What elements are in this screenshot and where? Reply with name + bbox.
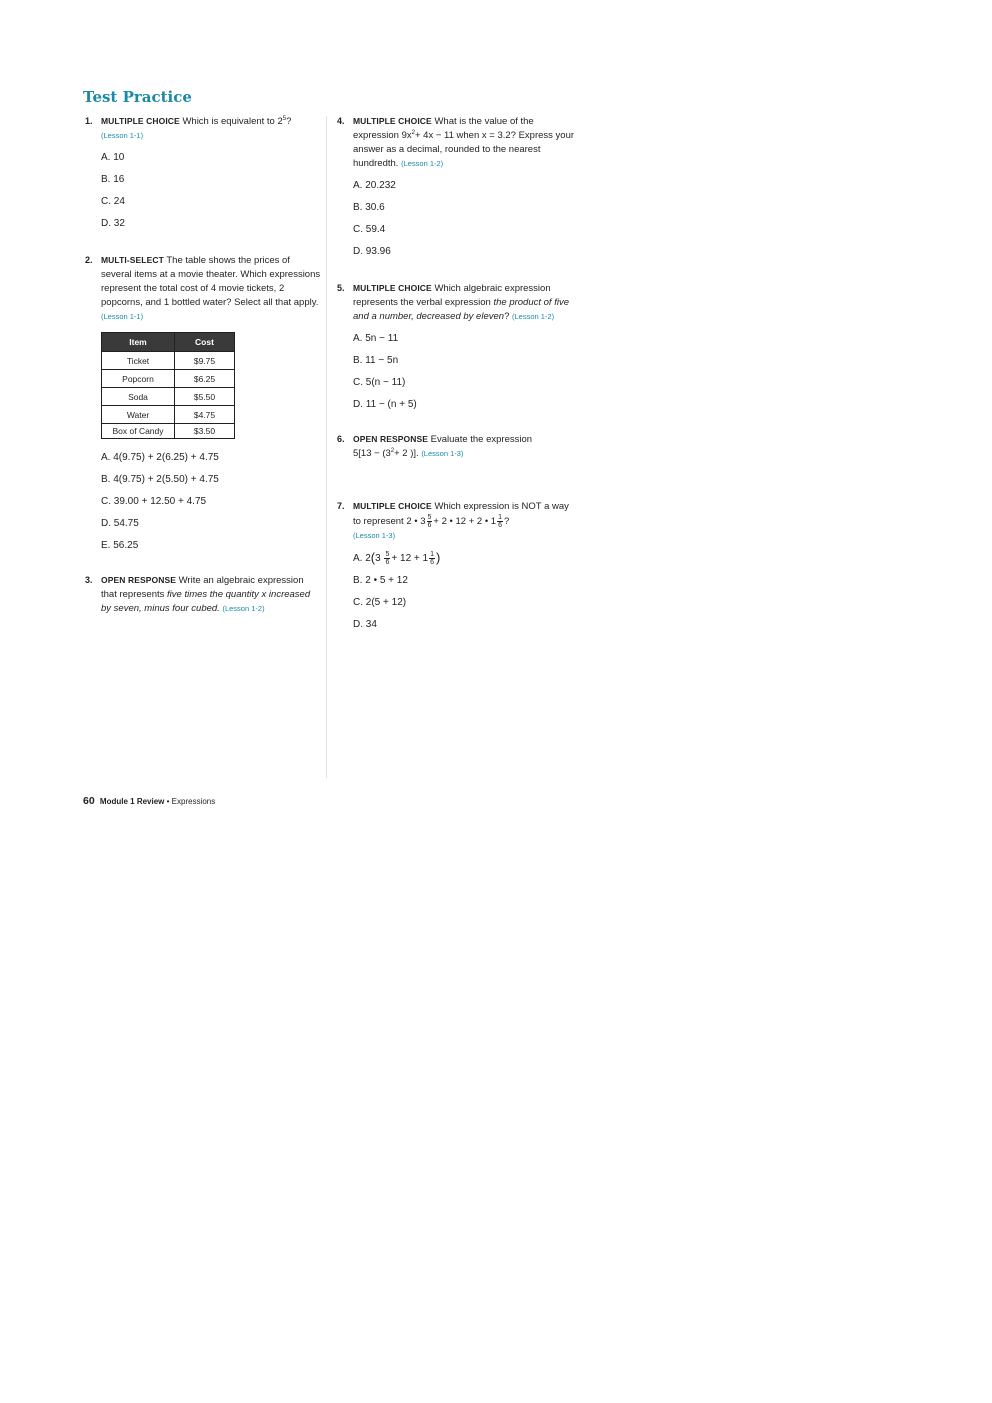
choice[interactable]: B. 16 xyxy=(101,174,125,185)
table-cell: $9.75 xyxy=(175,352,235,370)
table-row xyxy=(102,406,235,424)
question-type: OPEN RESPONSE xyxy=(353,434,428,444)
table-cell: $5.50 xyxy=(175,388,235,406)
table-row xyxy=(102,388,235,406)
question-number: 4. xyxy=(337,116,345,126)
choice[interactable]: A. 10 xyxy=(101,152,125,163)
question-stem-italic: the product of five and a number, decreased by eleven xyxy=(353,297,569,322)
choice[interactable]: B. 11 − 5n xyxy=(353,355,399,366)
question-number: 3. xyxy=(85,575,93,585)
expression-rest: + 2 )]. xyxy=(394,448,419,459)
table-header: Item xyxy=(102,333,175,352)
choice[interactable]: C. 5(n − 11) xyxy=(353,377,406,388)
choice[interactable]: E. 56.25 xyxy=(101,540,139,551)
choice[interactable]: D. 93.96 xyxy=(353,246,391,257)
exponent: 2 xyxy=(411,129,415,136)
question-stem: The table shows the prices of several items at a movie theater. Which expressions represent the total cost of 4 movie tickets, 2 popcorns, and 1 bottled water? Select all that apply. xyxy=(101,255,321,308)
section-name: Expressions xyxy=(171,797,216,806)
table-header: Cost xyxy=(175,333,235,352)
page-footer xyxy=(83,795,215,807)
table-cell: Soda xyxy=(102,388,175,406)
question-7 xyxy=(337,499,575,632)
question-stem: Which expression is NOT a way to represent 2 • 3 xyxy=(353,501,569,528)
question-stem-mid: + 2 • 12 + 2 • 1 xyxy=(433,516,497,528)
page-number: 60 xyxy=(83,795,95,807)
choice[interactable]: B. 2 • 5 + 12 xyxy=(353,575,408,587)
price-table xyxy=(101,332,235,439)
question-stem-italic: five times the quantity x increased by seven, minus four cubed. xyxy=(101,589,311,614)
choice[interactable]: C. 59.4 xyxy=(353,224,386,235)
table-cell: $4.75 xyxy=(175,406,235,424)
choice[interactable]: A. 2(3 $\frac{5}{6}$ + 12 + 1 $\frac{1}{6}$ ) xyxy=(353,550,441,567)
question-number: 5. xyxy=(337,283,345,293)
question-type: MULTIPLE CHOICE xyxy=(101,116,180,126)
fraction: $\frac{1}{6}$ xyxy=(498,514,502,529)
table-cell: Water xyxy=(102,406,175,424)
question-stem: Write an algebraic expression that represents xyxy=(101,575,304,600)
lesson-link[interactable]: (Lesson 1-3) xyxy=(353,531,396,541)
choice[interactable]: A. 4(9.75) + 2(6.25) + 4.75 xyxy=(101,452,219,463)
page-title: Test Practice xyxy=(83,88,192,106)
lesson-link[interactable]: (Lesson 1-1) xyxy=(101,131,144,140)
question-1 xyxy=(85,114,321,231)
fraction: $\frac{5}{6}$ xyxy=(427,514,432,529)
table-cell: $6.25 xyxy=(175,370,235,388)
question-type: MULTI-SELECT xyxy=(101,255,164,265)
expression: 5[13 − (3 xyxy=(353,448,391,459)
module-name: Module 1 Review xyxy=(99,797,165,806)
question-4 xyxy=(337,114,575,259)
exponent: 2 xyxy=(390,447,395,454)
right-column xyxy=(337,114,575,632)
table-row xyxy=(102,370,235,388)
question-3 xyxy=(85,573,321,616)
column-divider xyxy=(326,116,327,778)
choice[interactable]: C. 2(5 + 12) xyxy=(353,597,407,609)
lesson-link[interactable]: (Lesson 1-2) xyxy=(401,159,444,168)
choice[interactable]: B. 30.6 xyxy=(353,202,385,213)
lesson-link[interactable]: (Lesson 1-2) xyxy=(222,604,265,613)
question-type: MULTIPLE CHOICE xyxy=(353,116,432,126)
question-type: OPEN RESPONSE xyxy=(101,575,176,585)
table-row xyxy=(102,424,235,439)
choice[interactable]: D. 32 xyxy=(101,218,125,229)
choice[interactable]: A. 5n − 11 xyxy=(353,333,399,344)
exponent: 5 xyxy=(282,115,287,122)
question-5 xyxy=(337,281,575,412)
table-cell: $3.50 xyxy=(175,424,235,439)
table-cell: Popcorn xyxy=(102,370,175,388)
choice[interactable]: D. 54.75 xyxy=(101,518,139,529)
lesson-link[interactable]: (Lesson 1-3) xyxy=(421,449,464,458)
question-stem-rest: + 4x − 11 when x = 3.2? Express your answer as a decimal, rounded to the nearest hundredth. xyxy=(353,130,575,169)
question-stem-end: ? xyxy=(503,516,510,528)
question-stem-end: ? xyxy=(286,116,292,127)
question-number: 1. xyxy=(85,116,93,126)
question-stem-end: ? xyxy=(504,311,510,322)
question-6 xyxy=(337,432,575,461)
choice[interactable]: C. 39.00 + 12.50 + 4.75 xyxy=(101,496,207,507)
table-cell: Ticket xyxy=(102,352,175,370)
question-type: MULTIPLE CHOICE xyxy=(353,501,432,511)
question-type: MULTIPLE CHOICE xyxy=(353,283,432,293)
choice[interactable]: D. 34 xyxy=(353,619,377,631)
choice[interactable]: D. 11 − (n + 5) xyxy=(353,399,417,410)
choice[interactable]: B. 4(9.75) + 2(5.50) + 4.75 xyxy=(101,474,219,485)
lesson-link[interactable]: (Lesson 1-2) xyxy=(512,312,555,321)
left-column xyxy=(85,114,321,616)
question-2 xyxy=(85,253,321,553)
question-stem: Which algebraic expression represents the verbal expression xyxy=(353,283,551,308)
question-number: 2. xyxy=(85,255,93,265)
question-number: 7. xyxy=(337,501,345,511)
question-stem: What is the value of the expression 9x xyxy=(353,116,534,141)
choice[interactable]: C. 24 xyxy=(101,196,125,207)
lesson-link[interactable]: (Lesson 1-1) xyxy=(101,312,144,321)
question-stem: Evaluate the expression xyxy=(430,434,533,445)
table-row xyxy=(102,352,235,370)
question-number: 6. xyxy=(337,434,345,444)
table-cell: Box of Candy xyxy=(102,424,175,439)
question-stem: Which is equivalent to 2 xyxy=(182,116,283,127)
footer-bullet: • xyxy=(166,797,170,806)
choice[interactable]: A. 20.232 xyxy=(353,180,396,191)
